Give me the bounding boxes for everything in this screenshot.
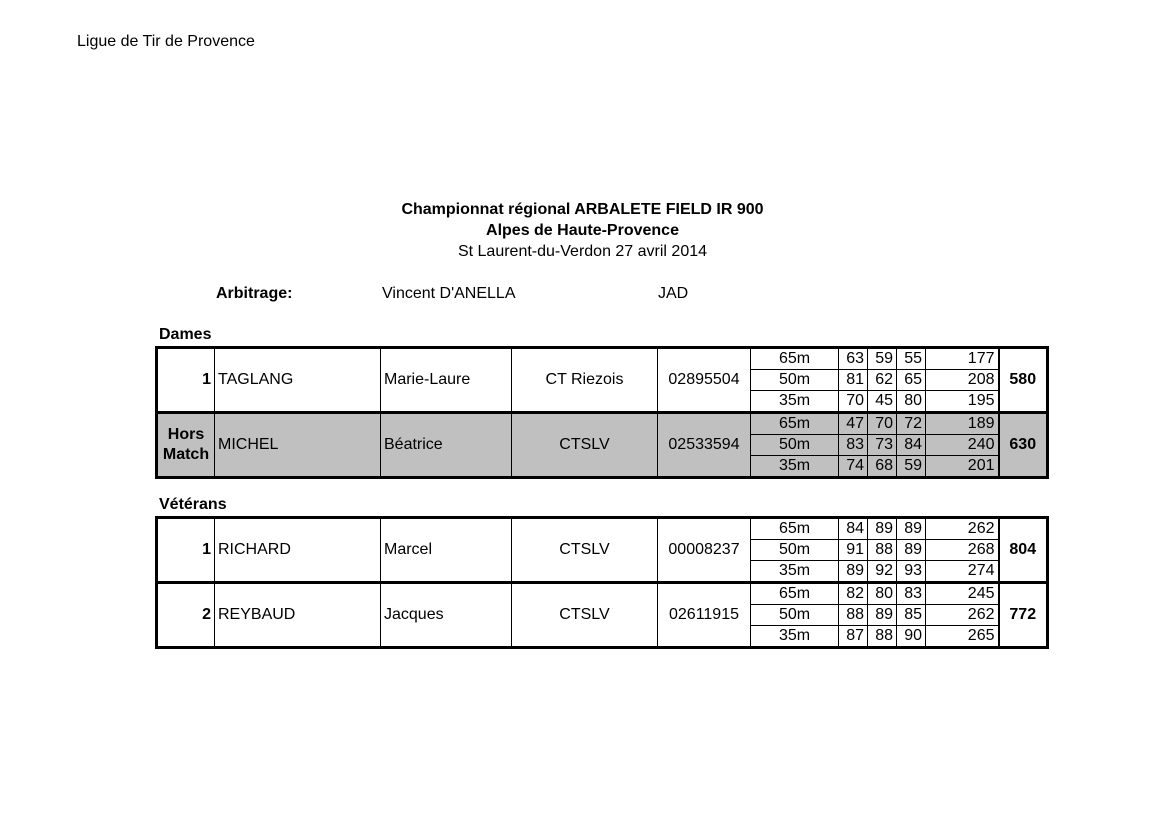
- distance: 35m: [751, 456, 839, 478]
- score-2: 45: [868, 391, 897, 413]
- distance: 50m: [751, 435, 839, 456]
- total-score: 630: [999, 413, 1048, 478]
- arbitrage-role: JAD: [658, 285, 689, 302]
- score-3: 83: [897, 583, 926, 605]
- distance-subtotal: 268: [926, 540, 999, 561]
- distance: 50m: [751, 370, 839, 391]
- category-label-dames: Dames: [159, 326, 212, 343]
- score-2: 68: [868, 456, 897, 478]
- distance: 50m: [751, 605, 839, 626]
- score-2: 73: [868, 435, 897, 456]
- rank: 1: [157, 518, 215, 583]
- distance: 50m: [751, 540, 839, 561]
- club: CTSLV: [512, 518, 658, 583]
- score-3: 65: [897, 370, 926, 391]
- score-2: 70: [868, 413, 897, 435]
- total-score: 804: [999, 518, 1048, 583]
- score-1: 91: [839, 540, 868, 561]
- last-name: RICHARD: [215, 518, 381, 583]
- score-3: 84: [897, 435, 926, 456]
- licence-number: 02611915: [658, 583, 751, 648]
- distance-subtotal: 177: [926, 348, 999, 370]
- first-name: Béatrice: [381, 413, 512, 478]
- last-name: TAGLANG: [215, 348, 381, 413]
- distance: 65m: [751, 348, 839, 370]
- score-1: 88: [839, 605, 868, 626]
- score-2: 88: [868, 626, 897, 648]
- event-location-date: St Laurent-du-Verdon 27 avril 2014: [457, 243, 708, 260]
- page-subtitle: Alpes de Haute-Provence: [486, 222, 679, 239]
- distance-subtotal: 208: [926, 370, 999, 391]
- distance-subtotal: 262: [926, 518, 999, 540]
- score-2: 89: [868, 518, 897, 540]
- distance-subtotal: 265: [926, 626, 999, 648]
- distance-subtotal: 274: [926, 561, 999, 583]
- licence-number: 02895504: [658, 348, 751, 413]
- competitor-block: [157, 583, 1048, 648]
- score-2: 89: [868, 605, 897, 626]
- rank: 1: [157, 348, 215, 413]
- distance-subtotal: 262: [926, 605, 999, 626]
- score-2: 88: [868, 540, 897, 561]
- score-1: 81: [839, 370, 868, 391]
- distance-subtotal: 245: [926, 583, 999, 605]
- arbitrage-label: Arbitrage:: [216, 285, 293, 302]
- score-3: 89: [897, 518, 926, 540]
- page-title: Championnat régional ARBALETE FIELD IR 900: [401, 201, 764, 218]
- score-1: 84: [839, 518, 868, 540]
- rank-hors-match: Hors Match: [157, 413, 215, 478]
- score-3: 72: [897, 413, 926, 435]
- total-score: 772: [999, 583, 1048, 648]
- last-name: REYBAUD: [215, 583, 381, 648]
- score-1: 70: [839, 391, 868, 413]
- organization-name: Ligue de Tir de Provence: [77, 33, 255, 50]
- score-2: 92: [868, 561, 897, 583]
- score-2: 80: [868, 583, 897, 605]
- score-1: 74: [839, 456, 868, 478]
- arbitrage-name: Vincent D'ANELLA: [382, 285, 516, 302]
- total-score: 580: [999, 348, 1048, 413]
- distance: 35m: [751, 626, 839, 648]
- first-name: Marie-Laure: [381, 348, 512, 413]
- distance: 65m: [751, 583, 839, 605]
- score-3: 55: [897, 348, 926, 370]
- last-name: MICHEL: [215, 413, 381, 478]
- results-table-dames: [155, 346, 1049, 479]
- score-1: 82: [839, 583, 868, 605]
- club: CTSLV: [512, 413, 658, 478]
- club: CTSLV: [512, 583, 658, 648]
- distance-subtotal: 189: [926, 413, 999, 435]
- score-2: 59: [868, 348, 897, 370]
- licence-number: 02533594: [658, 413, 751, 478]
- score-3: 80: [897, 391, 926, 413]
- score-3: 90: [897, 626, 926, 648]
- distance: 35m: [751, 391, 839, 413]
- results-table-veterans: [155, 516, 1049, 649]
- rank: 2: [157, 583, 215, 648]
- score-1: 89: [839, 561, 868, 583]
- score-3: 59: [897, 456, 926, 478]
- score-1: 47: [839, 413, 868, 435]
- club: CT Riezois: [512, 348, 658, 413]
- category-label-veterans: Vétérans: [159, 496, 227, 513]
- distance: 35m: [751, 561, 839, 583]
- distance: 65m: [751, 413, 839, 435]
- score-1: 83: [839, 435, 868, 456]
- first-name: Jacques: [381, 583, 512, 648]
- distance-subtotal: 201: [926, 456, 999, 478]
- competitor-block-hors-match: [157, 413, 1048, 478]
- first-name: Marcel: [381, 518, 512, 583]
- score-2: 62: [868, 370, 897, 391]
- competitor-block: [157, 518, 1048, 583]
- licence-number: 00008237: [658, 518, 751, 583]
- distance: 65m: [751, 518, 839, 540]
- score-3: 85: [897, 605, 926, 626]
- score-3: 93: [897, 561, 926, 583]
- score-3: 89: [897, 540, 926, 561]
- distance-subtotal: 240: [926, 435, 999, 456]
- score-1: 87: [839, 626, 868, 648]
- distance-subtotal: 195: [926, 391, 999, 413]
- competitor-block: [157, 348, 1048, 413]
- score-1: 63: [839, 348, 868, 370]
